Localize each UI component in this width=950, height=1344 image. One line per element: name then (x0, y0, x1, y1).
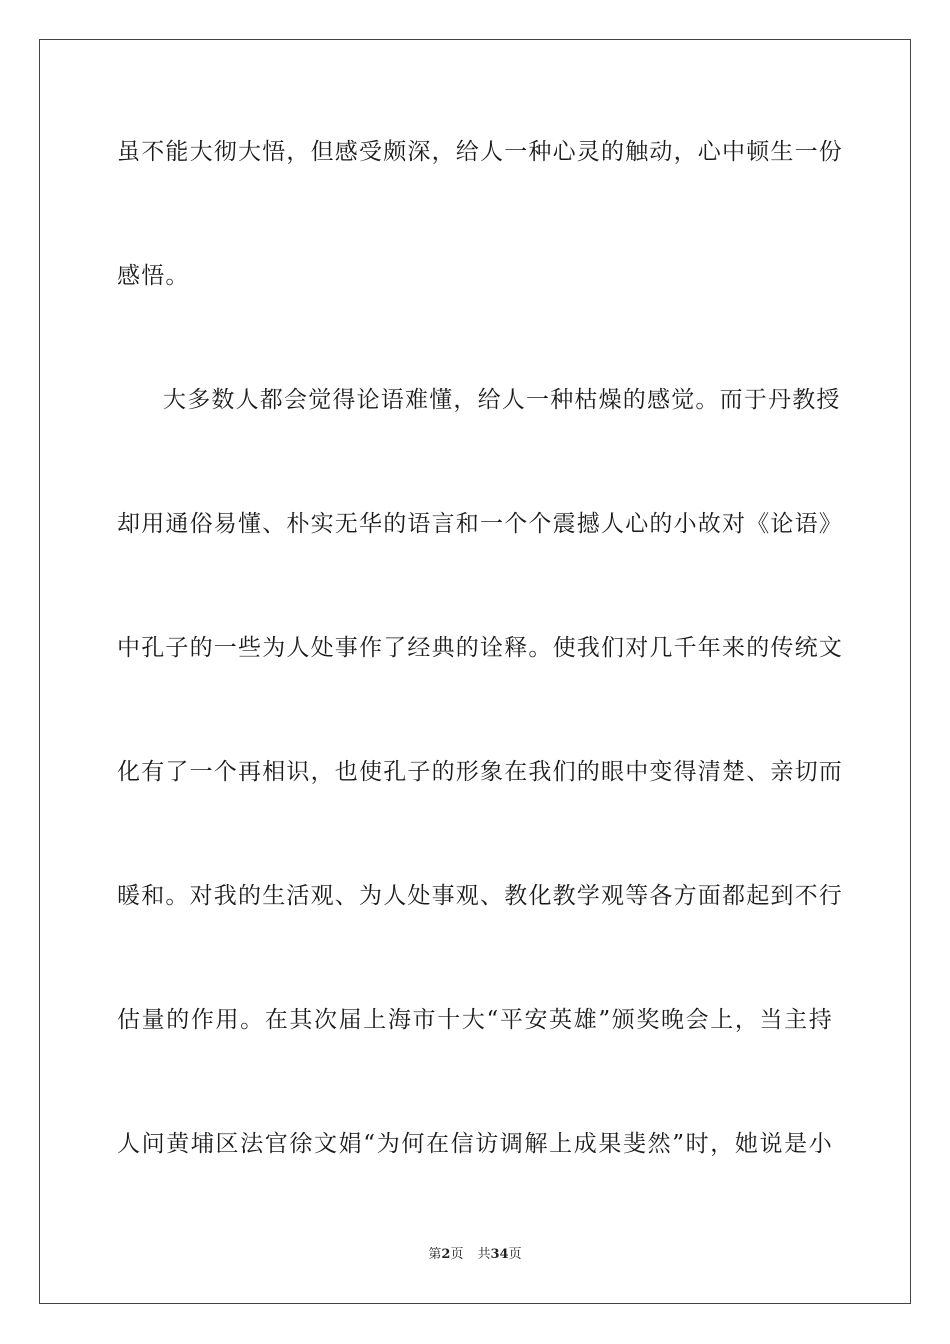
body-text-line-9: 人问黄埔区法官徐文娟“为何在信访调解上成果斐然”时，她说是小 (117, 1131, 833, 1157)
body-text-line-6: 化有了一个再相识，也使孔子的形象在我们的眼中变得清楚、亲切而 (117, 759, 843, 785)
body-text-line-8: 估量的作用。在其次届上海市十大“平安英雄”颁奖晚会上，当主持 (117, 1007, 833, 1033)
body-text-line-3: 大多数人都会觉得论语难懂，给人一种枯燥的感觉。而于丹教授 (163, 387, 841, 413)
body-text-line-7: 暖和。对我的生活观、为人处事观、教化教学观等各方面都起到不行 (117, 883, 843, 909)
body-text-line-2: 感悟。 (117, 263, 190, 289)
body-text-line-4: 却用通俗易懂、朴实无华的语言和一个个震撼人心的小故对《论语》 (117, 511, 843, 537)
body-text-line-1: 虽不能大彻大悟，但感受颇深，给人一种心灵的触动，心中顿生一份 (117, 139, 843, 165)
footer-total-pages: 34 (490, 1247, 509, 1262)
page-frame (39, 39, 911, 1304)
footer-page-prefix: 第 (428, 1247, 442, 1262)
footer-page-number: 2 (441, 1247, 451, 1262)
body-text-line-5: 中孔子的一些为人处事作了经典的诠释。使我们对几千年来的传统文 (117, 635, 843, 661)
footer-total-suffix: 页 (508, 1247, 522, 1262)
footer-page-suffix: 页 (450, 1247, 464, 1262)
page-footer (0, 1246, 950, 1264)
footer-total-prefix: 共 (477, 1247, 491, 1262)
